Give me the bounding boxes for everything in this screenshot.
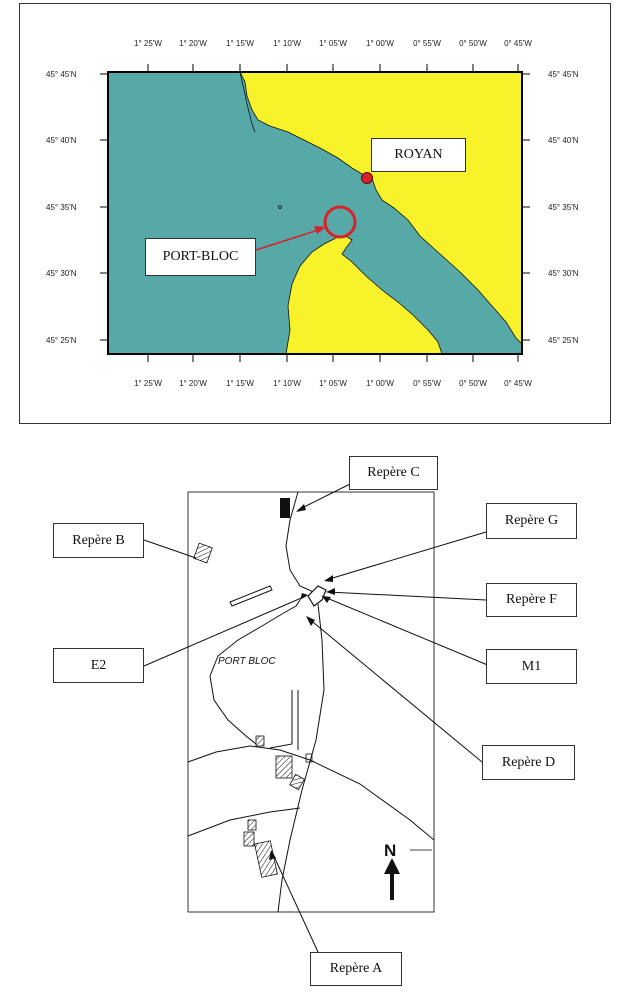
lon-ticks-top <box>148 64 518 72</box>
lon-ticks-bottom <box>148 354 518 362</box>
royan-label: ROYAN <box>371 138 466 172</box>
building-1 <box>256 736 264 746</box>
benchmark-label-g: Repère G <box>486 503 577 539</box>
lon-label-top: 0° 50'W <box>459 39 487 48</box>
site-plan-frame <box>188 492 434 912</box>
lon-label-bottom: 1° 15'W <box>226 379 254 388</box>
building-c <box>280 498 290 518</box>
lon-label-top: 1° 20'W <box>179 39 207 48</box>
lon-label-bottom: 1° 10'W <box>273 379 301 388</box>
north-arrow-head <box>384 858 400 874</box>
port-bloc-place-label: PORT BLOC <box>218 656 276 667</box>
benchmark-label-a: Repère A <box>310 952 402 986</box>
building-5 <box>248 820 256 830</box>
building-6 <box>244 832 254 846</box>
lat-label-right: 45° 30'N <box>548 269 579 278</box>
lon-label-top: 1° 25'W <box>134 39 162 48</box>
jetty <box>230 586 272 606</box>
benchmark-label-f: Repère F <box>486 583 577 617</box>
lon-label-top: 1° 00'W <box>366 39 394 48</box>
regional-map <box>0 0 623 430</box>
building-b <box>194 543 213 563</box>
lon-label-bottom: 0° 55'W <box>413 379 441 388</box>
lon-label-top: 1° 15'W <box>226 39 254 48</box>
lon-label-bottom: 1° 00'W <box>366 379 394 388</box>
lat-label-right: 45° 45'N <box>548 70 579 79</box>
benchmark-label-m1: M1 <box>486 649 577 684</box>
lat-label-right: 45° 25'N <box>548 336 579 345</box>
lat-label-left: 45° 40'N <box>46 136 77 145</box>
benchmark-label-d: Repère D <box>482 745 575 780</box>
lon-label-bottom: 1° 20'W <box>179 379 207 388</box>
lat-label-right: 45° 40'N <box>548 136 579 145</box>
lat-label-left: 45° 35'N <box>46 203 77 212</box>
building-2 <box>276 756 292 778</box>
royan-marker <box>362 173 373 184</box>
lat-label-left: 45° 25'N <box>46 336 77 345</box>
port-bloc-label: PORT-BLOC <box>145 238 256 276</box>
lat-label-right: 45° 35'N <box>548 203 579 212</box>
lon-label-top: 1° 10'W <box>273 39 301 48</box>
lon-label-bottom: 1° 05'W <box>319 379 347 388</box>
benchmark-label-e2: E2 <box>53 648 144 683</box>
lon-label-bottom: 0° 45'W <box>504 379 532 388</box>
lon-label-top: 1° 05'W <box>319 39 347 48</box>
benchmark-label-c: Repère C <box>349 456 438 490</box>
lat-label-left: 45° 45'N <box>46 70 77 79</box>
lon-label-top: 0° 45'W <box>504 39 532 48</box>
leader-arrowheads <box>269 504 335 860</box>
building-a <box>255 841 278 878</box>
lat-label-left: 45° 30'N <box>46 269 77 278</box>
coastline <box>188 492 434 912</box>
benchmark-label-b: Repère B <box>53 523 144 558</box>
lon-label-top: 0° 55'W <box>413 39 441 48</box>
north-label: N <box>384 841 397 860</box>
lon-label-bottom: 1° 25'W <box>134 379 162 388</box>
lon-label-bottom: 0° 50'W <box>459 379 487 388</box>
